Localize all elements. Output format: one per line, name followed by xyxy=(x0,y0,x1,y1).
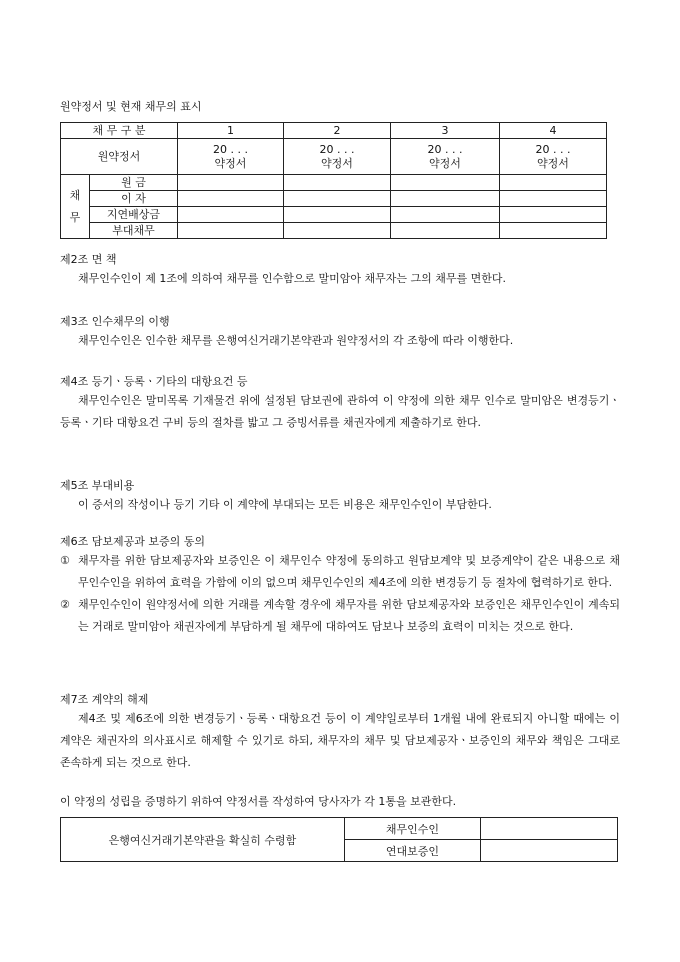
article-body: 채무인수인은 말미목록 기재물건 위에 설정된 담보권에 관하여 이 약정에 의한 채무 인수로 말미암은 변경등기ㆍ등록ㆍ기타 대항요건 구비 등의 절차를 밟고 그 증빙서류를 채권자에게 제출하기로 한다. xyxy=(60,394,620,429)
receipt-confirmation: 은행여신거래기본약관을 확실히 수령함 xyxy=(61,818,345,862)
article-body: 채무인수인은 인수한 채무를 은행여신거래기본약관과 원약정서의 각 조항에 따라 이행한다. xyxy=(78,334,514,347)
signature-table xyxy=(60,817,618,862)
date-line: 20 . . . xyxy=(535,142,571,156)
row-incidental-debt: 부대채무 xyxy=(90,223,178,239)
article-heading: 제7조 계약의 해제 xyxy=(60,693,149,706)
joint-guarantor-signature xyxy=(481,840,618,862)
joint-guarantor-label: 연대보증인 xyxy=(345,840,481,862)
article-4 xyxy=(60,374,620,434)
contract-cell-2 xyxy=(284,139,391,175)
column-4: 4 xyxy=(500,123,607,139)
article-5 xyxy=(60,478,620,516)
article-heading: 제2조 면 책 xyxy=(60,253,117,266)
article-heading: 제6조 담보제공과 보증의 동의 xyxy=(60,535,205,548)
article-body: 제4조 및 제6조에 의한 변경등기ㆍ등록ㆍ대항요건 등이 이 계약일로부터 1개월 내에 완료되지 아니할 때에는 이 계약은 채권자의 의사표시로 해제할 수 있기로 하되, 채무자의 채무 및 담보제공자ㆍ보증인의 채무와 책임은 그대로 존속하게 되는 것으로 한다. xyxy=(60,712,620,769)
date-line: 20 . . . xyxy=(427,142,463,156)
debt-side-label: 채 무 xyxy=(61,175,90,239)
column-2: 2 xyxy=(284,123,391,139)
article-heading: 제5조 부대비용 xyxy=(60,479,135,492)
contract-label: 원약정서 xyxy=(61,139,178,175)
contract-cell-1 xyxy=(178,139,284,175)
article-heading: 제4조 등기ㆍ등록ㆍ기타의 대항요건 등 xyxy=(60,375,248,388)
row-interest: 이 자 xyxy=(90,191,178,207)
article-body: 이 증서의 작성이나 등기 기타 이 계약에 부대되는 모든 비용은 채무인수인이 부담한다. xyxy=(78,498,492,511)
article-item: ② 채무인수인이 원약정서에 의한 거래를 계속할 경우에 채무자를 위한 담보제공자와 보증인은 채무인수인이 계속되는 거래로 말미암아 채권자에게 부담하게 될 채무에 대하여도 담보나 보증의 효력이 미치는 것으로 한다. xyxy=(60,598,620,633)
column-3: 3 xyxy=(391,123,500,139)
debt-assumer-label: 채무인수인 xyxy=(345,818,481,840)
closing-statement: 이 약정의 성립을 증명하기 위하여 약정서를 작성하여 당사자가 각 1통을 보관한다. xyxy=(60,795,457,808)
contract-word: 약정서 xyxy=(321,156,353,170)
contract-cell-3 xyxy=(391,139,500,175)
page-title: 원약정서 및 현재 채무의 표시 xyxy=(60,100,202,113)
row-delay-damages: 지연배상금 xyxy=(90,207,178,223)
article-item: ① 채무자를 위한 담보제공자와 보증인은 이 채무인수 약정에 동의하고 원담보계약 및 보증계약이 같은 내용으로 채무인수인을 위하여 효력을 가함에 이의 없으며 채무인수인의 제4조에 의한 변경등기 등 절차에 협력하기로 한다. xyxy=(60,554,620,589)
date-line: 20 . . . xyxy=(319,142,355,156)
date-line: 20 . . . xyxy=(213,142,248,156)
debt-table xyxy=(60,122,607,239)
contract-word: 약정서 xyxy=(214,156,247,170)
column-1: 1 xyxy=(178,123,284,139)
article-6 xyxy=(60,534,620,638)
debt-assumer-signature xyxy=(481,818,618,840)
article-7 xyxy=(60,692,620,774)
header-label: 채 무 구 분 xyxy=(61,123,178,139)
contract-cell-4 xyxy=(500,139,607,175)
article-3 xyxy=(60,314,620,352)
contract-word: 약정서 xyxy=(429,156,461,170)
contract-word: 약정서 xyxy=(537,156,569,170)
article-heading: 제3조 인수채무의 이행 xyxy=(60,315,170,328)
article-2 xyxy=(60,252,620,290)
article-body: 채무인수인이 제 1조에 의하여 채무를 인수함으로 말미암아 채무자는 그의 채무를 면한다. xyxy=(78,272,506,285)
row-principal: 원 금 xyxy=(90,175,178,191)
